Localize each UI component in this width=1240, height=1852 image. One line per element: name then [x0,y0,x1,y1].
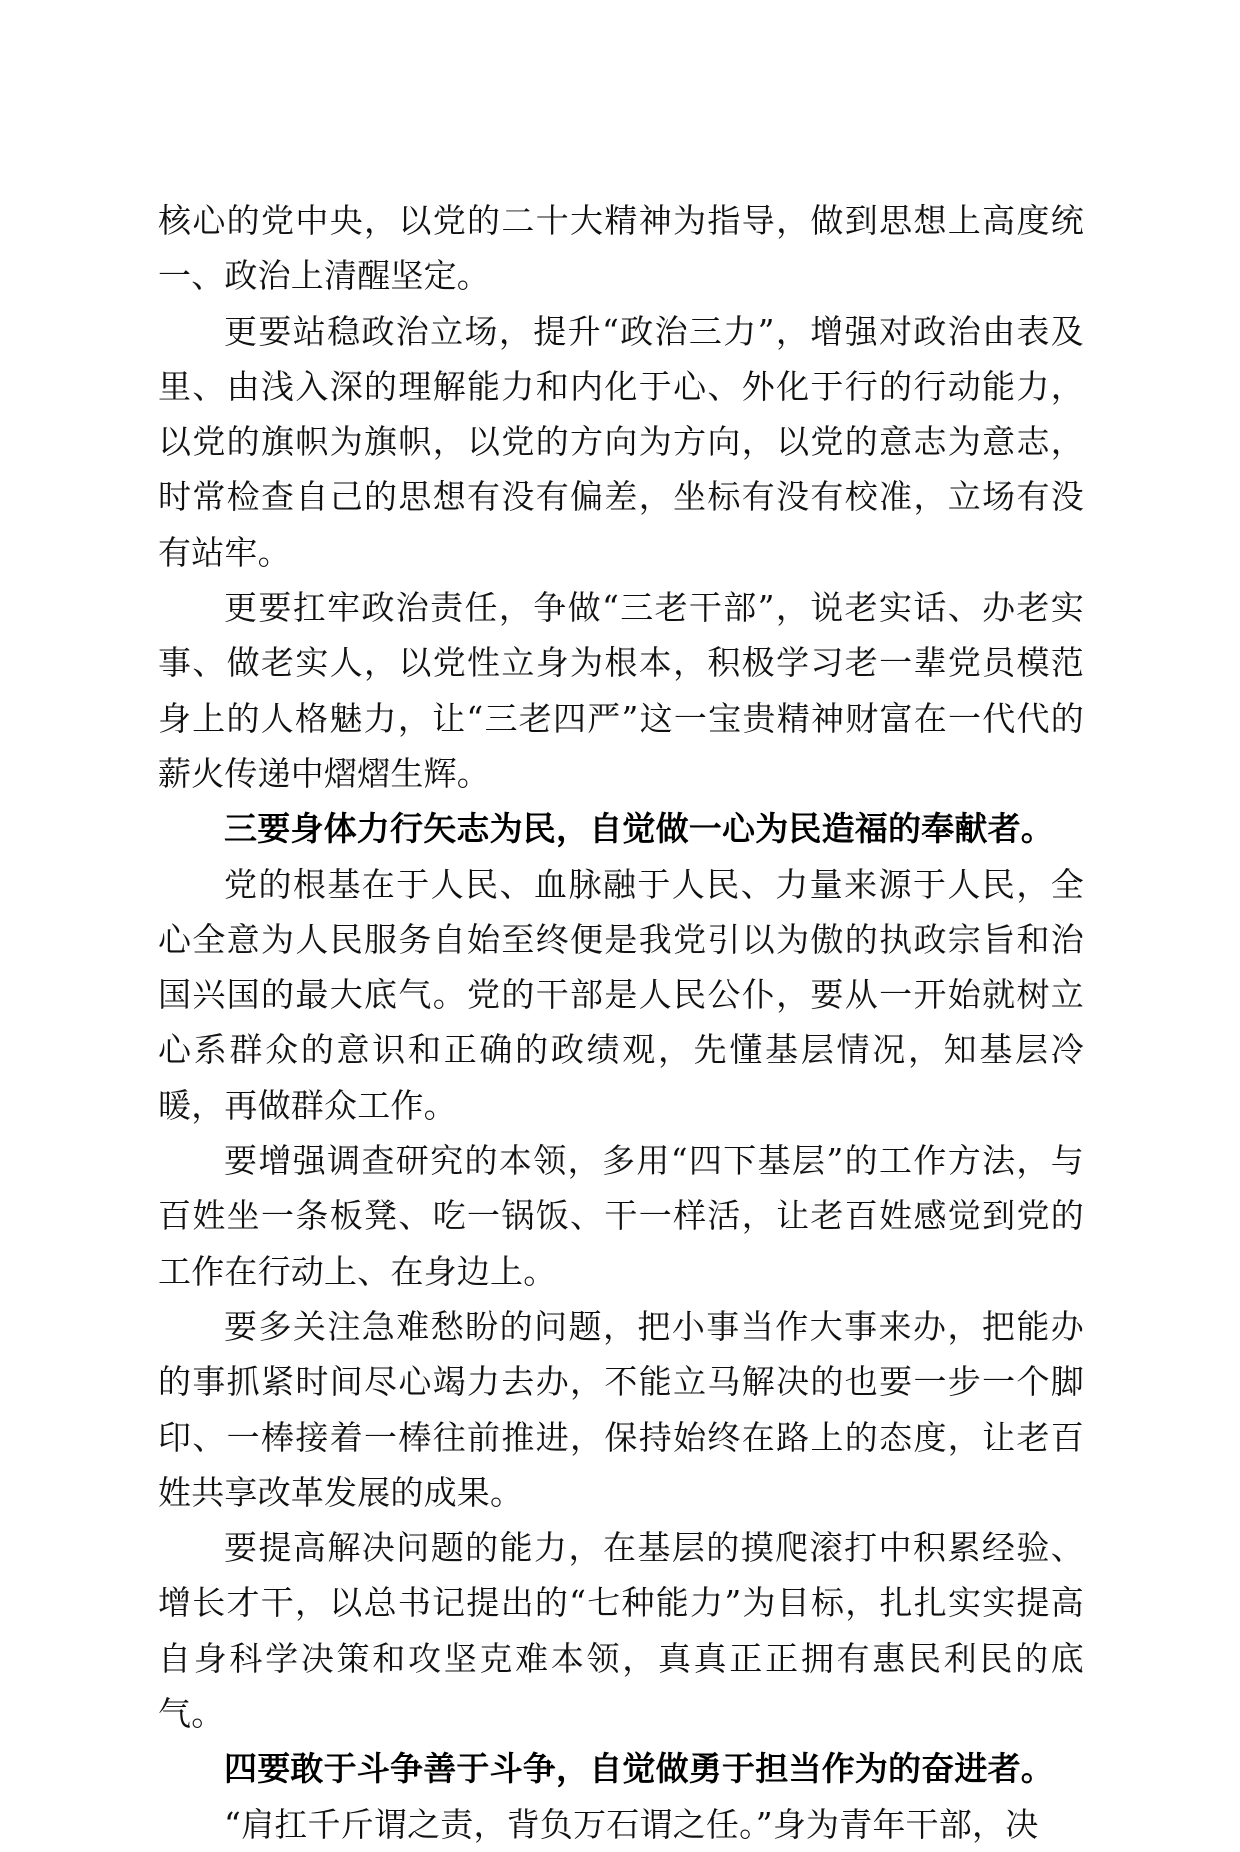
paragraph-political-responsibility: 更要扛牢政治责任，争做“三老干部”，说老实话、办老实事、做老实人，以党性立身为根本，积极学习老一辈党员模范身上的人格魅力，让“三老四严”这一宝贵精神财富在一代代的薪火传递中熠熠生辉。 [158,588,1084,793]
paragraph-investigation: 要增强调查研究的本领，多用“四下基层”的工作方法，与百姓坐一条板凳、吃一锅饭、干一样活，让老百姓感觉到党的工作在行动上、在身边上。 [158,1141,1084,1291]
paragraph-responsibility-quote: “肩扛千斤谓之责，背负万石谓之任。”身为青年干部，决 [224,1804,1039,1844]
section-heading-four: 四要敢于斗争善于斗争，自觉做勇于担当作为的奋进者。 [224,1749,1054,1789]
paragraph-political-stance: 更要站稳政治立场，提升“政治三力”，增强对政治由表及里、由浅入深的理解能力和内化于心、外化于行的行动能力，以党的旗帜为旗帜，以党的方向为方向，以党的意志为意志，时常检查自己的思想有没有偏差，坐标有没有校准，立场有没有站牢。 [158,311,1084,572]
paragraph-people-foundation: 党的根基在于人民、血脉融于人民、力量来源于人民，全心全意为人民服务自始至终便是我党引以为傲的执政宗旨和治国兴国的最大底气。党的干部是人民公仆，要从一开始就树立心系群众的意识和正确的政绩观，先懂基层情况，知基层冷暖，再做群众工作。 [158,864,1084,1125]
document-page [158,193,1084,1852]
paragraph-problem-solving: 要提高解决问题的能力，在基层的摸爬滚打中积累经验、增长才干，以总书记提出的“七种能力”为目标，扎扎实实提高自身科学决策和攻坚克难本领，真真正正拥有惠民利民的底气。 [158,1528,1084,1734]
paragraph-continuation: 核心的党中央，以党的二十大精神为指导，做到思想上高度统一、政治上清醒坚定。 [158,201,1084,296]
section-heading-three: 三要身体力行矢志为民，自觉做一心为民造福的奉献者。 [224,809,1054,849]
paragraph-urgent-issues: 要多关注急难愁盼的问题，把小事当作大事来办，把能办的事抓紧时间尽心竭力去办，不能立马解决的也要一步一个脚印、一棒接着一棒往前推进，保持始终在路上的态度，让老百姓共享改革发展的成果。 [158,1306,1084,1512]
